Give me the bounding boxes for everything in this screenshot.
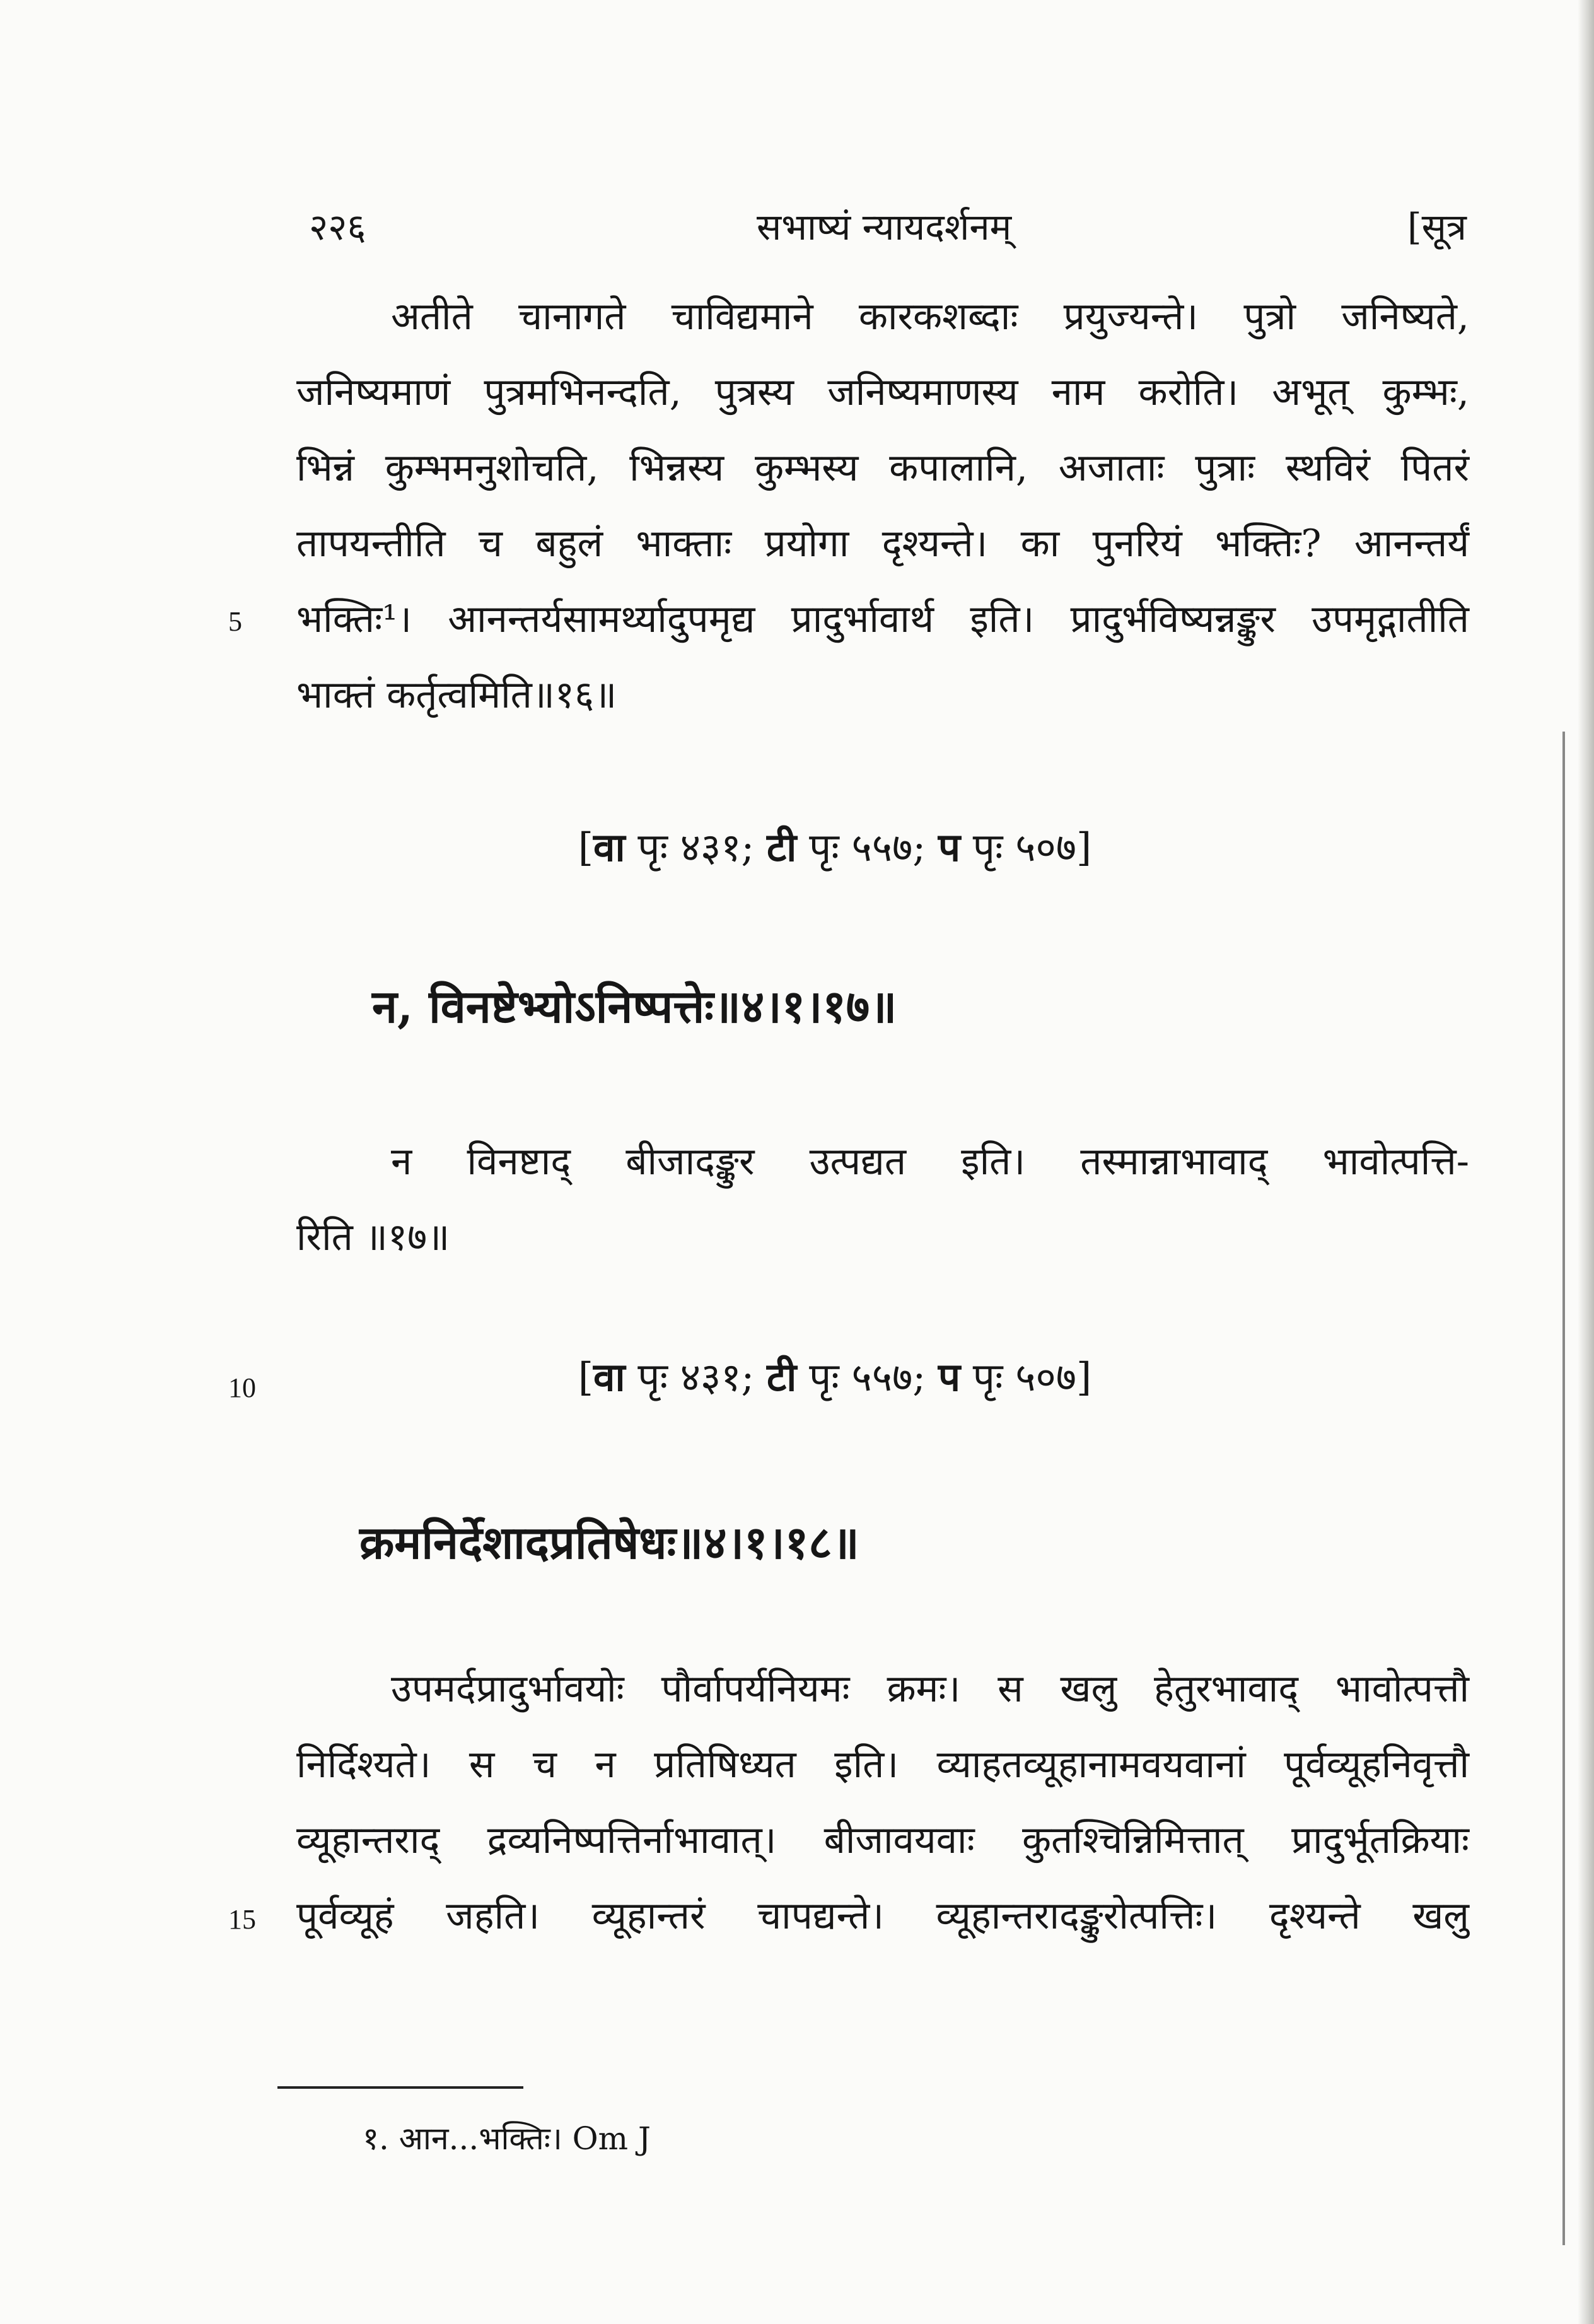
bracket-open: [ — [578, 824, 594, 870]
reference-line — [0, 1350, 1594, 1403]
page-number: २२६ — [309, 206, 366, 248]
footnote: १. आन...भक्तिः। Om J — [363, 2120, 651, 2157]
reference-line — [0, 820, 1594, 873]
text-line: न विनष्टाद् बीजादङ्कुर उत्पद्यत इति। तस्मान्नाभावाद् भावोत्पत्ति- — [391, 1140, 1469, 1184]
text-line: पूर्वव्यूहं जहति। व्यूहान्तरं चापद्यन्ते। व्यूहान्तरादङ्कुरोत्पत्तिः। दृश्यन्ते खलु — [296, 1894, 1469, 1938]
section-marker: [सूत्र — [1407, 206, 1467, 248]
line-number: 15 — [228, 1904, 256, 1935]
ref-abbr-va: वा — [593, 824, 625, 870]
ref-abbr-pa: प — [938, 824, 961, 870]
ref-page-ti: पृः ५५७; — [809, 824, 926, 870]
bracket-open: [ — [578, 1354, 594, 1400]
text-line: उपमर्दप्रादुर्भावयोः पौर्वापर्यनियमः क्रमः। स खलु हेतुरभावाद् भावोत्पत्तौ — [391, 1667, 1469, 1711]
ref-page-pa: पृः ५०७ — [972, 1354, 1076, 1400]
line-number: 10 — [228, 1372, 256, 1403]
ref-page-ti: पृः ५५७; — [809, 1354, 926, 1400]
text-line: रिति ॥१७॥ — [296, 1215, 450, 1259]
text-line: जनिष्यमाणं पुत्रमभिनन्दति, पुत्रस्य जनिष्यमाणस्य नाम करोति। अभूत् कुम्भः, — [296, 370, 1469, 414]
sutra-heading: न, विनष्टेभ्योऽनिष्पत्तेः॥४।१।१७॥ — [372, 979, 897, 1033]
ref-page-va: पृः ४३१; — [637, 824, 755, 870]
page-edge-shadow — [1578, 0, 1594, 2324]
bracket-close: ] — [1076, 824, 1092, 870]
running-title: सभाष्यं न्यायदर्शनम् — [757, 206, 1012, 248]
ref-abbr-ti: टी — [767, 1354, 797, 1400]
text-line: निर्दिश्यते। स च न प्रतिषिध्यत इति। व्याहतव्यूहानामवयवानां पूर्वव्यूहनिवृत्तौ — [296, 1743, 1469, 1787]
ref-abbr-va: वा — [593, 1354, 625, 1400]
text-line: भाक्तं कर्तृत्वमिति॥१६॥ — [296, 673, 617, 717]
ref-page-pa: पृः ५०७ — [972, 824, 1076, 870]
text-line: व्यूहान्तराद् द्रव्यनिष्पत्तिर्नाभावात्। बीजावयवाः कुतश्चिन्निमित्तात् प्रादुर्भूतक्रियाः — [296, 1818, 1469, 1862]
text-line: भिन्नं कुम्भमनुशोचति, भिन्नस्य कुम्भस्य कपालानि, अजाताः पुत्राः स्थविरं पितरं — [296, 446, 1469, 490]
line-number: 5 — [228, 606, 242, 637]
binding-edge-line — [1562, 732, 1565, 2245]
ref-page-va: पृः ४३१; — [637, 1354, 755, 1400]
bracket-close: ] — [1076, 1354, 1092, 1400]
text-line: तापयन्तीति च बहुलं भाक्ताः प्रयोगा दृश्यन्ते। का पुनरियं भक्तिः? आनन्तर्यं — [296, 522, 1469, 566]
sutra-heading: क्रमनिर्देशादप्रतिषेधः॥४।१।१८॥ — [359, 1515, 859, 1569]
text-line: अतीते चानागते चाविद्यमाने कारकशब्दाः प्रयुज्यन्ते। पुत्रो जनिष्यते, — [391, 295, 1469, 339]
text-line: भक्तिः¹। आनन्तर्यसामर्थ्यादुपमृद्य प्रादुर्भावार्थ इति। प्रादुर्भविष्यन्नङ्कुर उपमृद्गातीति — [296, 597, 1469, 641]
ref-abbr-pa: प — [938, 1354, 961, 1400]
footnote-rule — [277, 2086, 523, 2089]
ref-abbr-ti: टी — [767, 824, 797, 870]
